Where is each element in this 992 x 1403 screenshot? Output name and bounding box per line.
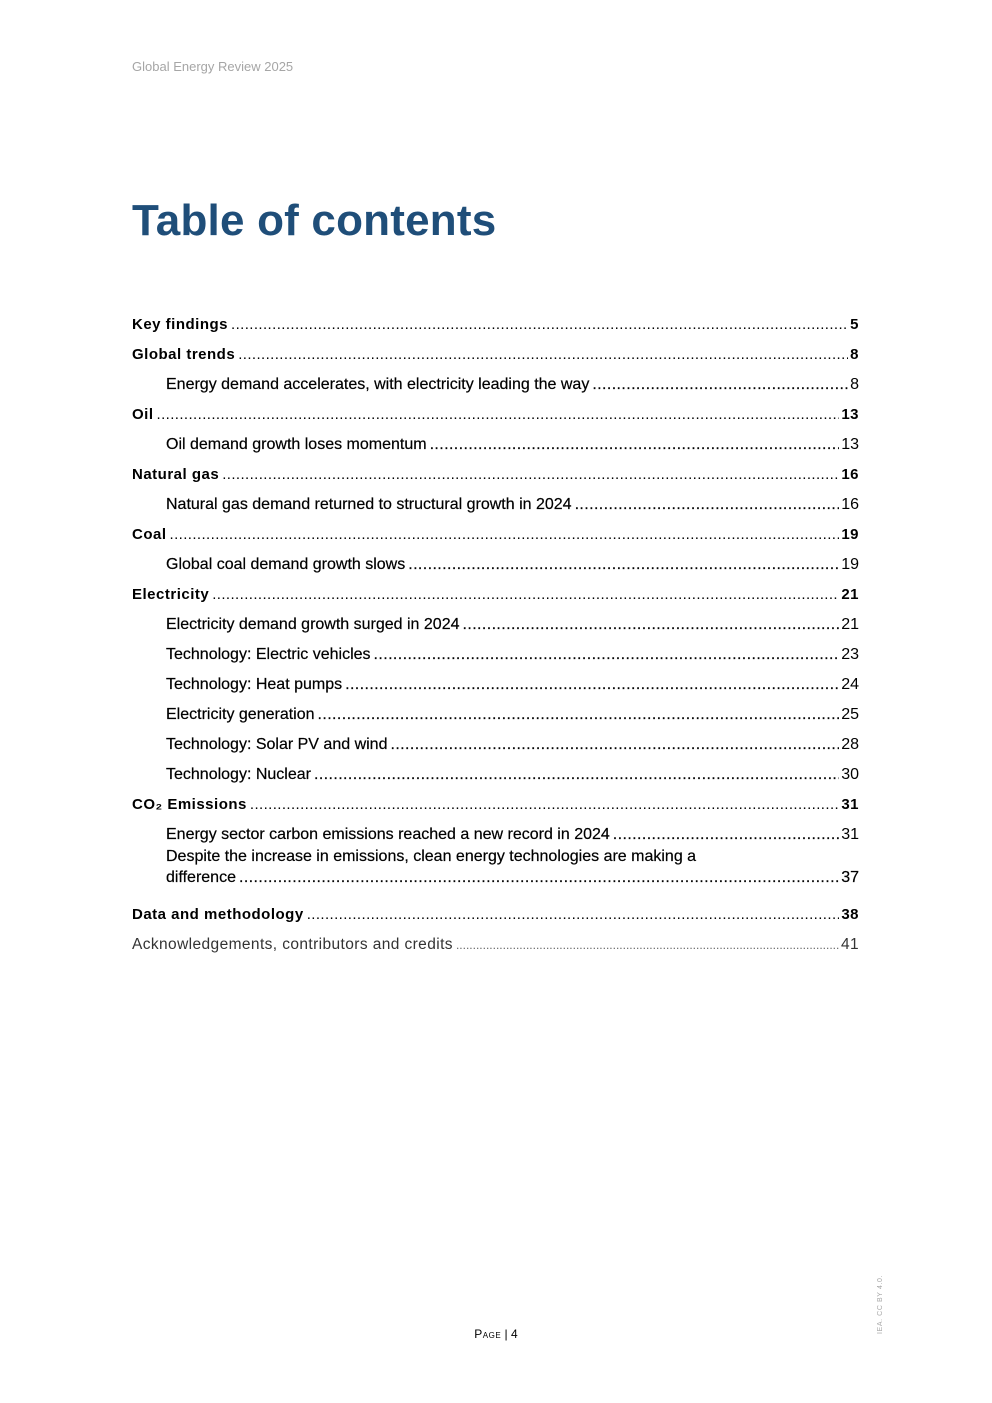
dot-leader <box>390 734 839 756</box>
toc-entry-co2-emissions[interactable] <box>132 786 859 816</box>
toc-entry-oil[interactable] <box>132 396 859 426</box>
running-header: Global Energy Review 2025 <box>132 59 294 74</box>
toc-entry-page: 37 <box>841 869 859 886</box>
toc-entry-page: 30 <box>841 766 859 783</box>
toc-entry-page: 16 <box>841 496 859 513</box>
dot-leader <box>463 614 840 636</box>
dot-leader <box>408 554 839 576</box>
toc-entry-page: 28 <box>841 736 859 753</box>
toc-entry-label: Acknowledgements, contributors and credits <box>132 936 453 953</box>
toc-entry-page: 41 <box>840 936 859 953</box>
toc-subentry-clean-energy-difference[interactable] <box>132 846 859 896</box>
dot-leader <box>318 704 840 726</box>
toc-entry-label: Electricity <box>132 586 210 603</box>
toc-subentry-oil-demand[interactable] <box>132 426 859 456</box>
page-number <box>0 1327 992 1341</box>
toc-entry-label: Data and methodology <box>132 906 304 923</box>
toc-entry-label: Key findings <box>132 316 229 333</box>
toc-entry-label: Global trends <box>132 346 236 363</box>
toc-subentry-electric-vehicles[interactable] <box>132 636 859 666</box>
dot-leader <box>212 584 839 606</box>
toc-entry-page: 31 <box>841 796 859 813</box>
toc-entry-coal[interactable] <box>132 516 859 546</box>
toc-subentry-electricity-demand[interactable] <box>132 606 859 636</box>
toc-entry-key-findings[interactable] <box>132 306 859 336</box>
toc-entry-page: 8 <box>850 376 859 393</box>
toc-entry-page: 21 <box>841 616 859 633</box>
toc-entry-label: Electricity demand growth surged in 2024 <box>166 616 460 633</box>
toc-entry-label: Oil demand growth loses momentum <box>166 436 427 453</box>
dot-leader <box>238 344 848 366</box>
toc-entry-page: 8 <box>850 346 859 363</box>
toc-entry-electricity[interactable] <box>132 576 859 606</box>
toc-entry-page: 25 <box>841 706 859 723</box>
toc-entry-label: CO₂ Emissions <box>132 796 247 813</box>
dot-leader <box>575 494 840 516</box>
dot-leader <box>231 314 848 336</box>
dot-leader <box>239 867 839 888</box>
toc-entry-label-line1: Despite the increase in emissions, clean energy technologies are making a <box>166 848 697 865</box>
toc-entry-label: Coal <box>132 526 167 543</box>
dot-leader <box>250 794 839 816</box>
toc-subentry-solar-pv-wind[interactable] <box>132 726 859 756</box>
toc-entry-label: Natural gas demand returned to structural growth in 2024 <box>166 496 572 513</box>
toc-entry-page: 13 <box>841 406 859 423</box>
dot-leader <box>456 934 839 956</box>
page-number-value: 4 <box>511 1327 518 1341</box>
toc-subentry-natural-gas-demand[interactable] <box>132 486 859 516</box>
dot-leader <box>430 434 840 456</box>
toc-entry-label: Global coal demand growth slows <box>166 556 406 573</box>
toc-subentry-nuclear[interactable] <box>132 756 859 786</box>
toc-subentry-carbon-emissions-record[interactable] <box>132 816 859 846</box>
toc-entry-page: 38 <box>841 906 859 923</box>
toc-entry-label: Energy demand accelerates, with electricity leading the way <box>166 376 590 393</box>
toc-subentry-energy-demand[interactable] <box>132 366 859 396</box>
toc-entry-label-line2: difference <box>166 869 236 886</box>
toc-entry-label: Technology: Electric vehicles <box>166 646 371 663</box>
license-credit: IEA. CC BY 4.0. <box>877 1274 884 1334</box>
toc-entry-global-trends[interactable] <box>132 336 859 366</box>
dot-leader <box>157 404 840 426</box>
toc-entry-label: Technology: Heat pumps <box>166 676 343 693</box>
toc-entry-label: Technology: Nuclear <box>166 766 311 783</box>
toc-entry-page: 19 <box>841 556 859 573</box>
toc-entry-data-methodology[interactable] <box>132 896 859 926</box>
toc-entry-page: 24 <box>841 676 859 693</box>
dot-leader <box>222 464 839 486</box>
page-label: Page <box>474 1327 502 1341</box>
dot-leader <box>592 374 848 396</box>
toc-entry-natural-gas[interactable] <box>132 456 859 486</box>
toc-entry-acknowledgements[interactable] <box>132 926 859 956</box>
dot-leader <box>613 824 839 846</box>
toc-entry-page: 21 <box>841 586 859 603</box>
toc-entry-page: 16 <box>841 466 859 483</box>
dot-leader <box>307 904 840 926</box>
toc-entry-page: 23 <box>841 646 859 663</box>
page-title: Table of contents <box>132 196 497 245</box>
toc-entry-page: 13 <box>841 436 859 453</box>
toc-entry-page: 31 <box>841 826 859 843</box>
toc-entry-page: 19 <box>841 526 859 543</box>
toc-entry-label: Natural gas <box>132 466 220 483</box>
page-separator: | <box>504 1327 508 1341</box>
dot-leader <box>374 644 840 666</box>
toc-entry-page: 5 <box>850 316 859 333</box>
dot-leader <box>314 764 839 786</box>
dot-leader <box>345 674 839 696</box>
dot-leader <box>170 524 840 546</box>
toc-subentry-heat-pumps[interactable] <box>132 666 859 696</box>
toc-entry-label: Oil <box>132 406 154 423</box>
toc-subentry-coal-demand[interactable] <box>132 546 859 576</box>
toc-entry-label: Electricity generation <box>166 706 315 723</box>
toc-entry-label: Energy sector carbon emissions reached a new record in 2024 <box>166 826 610 843</box>
toc-entry-label: Technology: Solar PV and wind <box>166 736 388 753</box>
toc-subentry-electricity-generation[interactable] <box>132 696 859 726</box>
table-of-contents <box>132 306 859 956</box>
